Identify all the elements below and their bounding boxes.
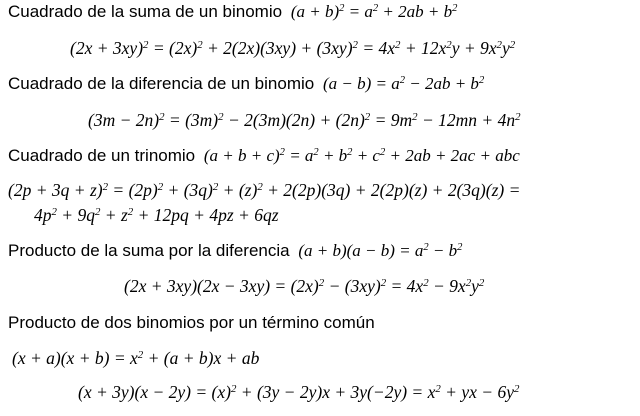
section-5-example: $(x + 3y)(x - 2y) = (x)^2 + (3y - 2y)x + 3y(-2y) = x^2$ + yx − $6y^2$ [78, 382, 520, 402]
section-3-title-text: Cuadrado de un trinomio [8, 146, 196, 165]
section-5-formula: $(x + a)(x + b) = x^2 + (a + b)x$ + ab [12, 348, 260, 368]
section-1-formula: $(a + b)^2 = a^2 + 2ab + b^2$ [290, 2, 458, 21]
section-2-example: $(3m - 2n)^2 = (3m)^2 - 2(3m)(2n) + (2n)^2 = 9m^2 - 12mn + 4n^2$ [88, 110, 521, 130]
section-2-title-text: Cuadrado de la diferencia de un binomio [8, 74, 315, 93]
section-2-formula: $(a - b) = a^2 - 2ab + b^2$ [322, 74, 485, 93]
section-5-title [8, 313, 375, 333]
section-3-example-line-2: $4p^2 + 9q^2 + z^2 + 12pq + 4pz + 6qz$ [34, 205, 279, 225]
section-3-example-line-1: $(2p + 3q + z)^2 = (2p)^2 + (3q)^2 + (z)^2 + 2(2p)(3q) + 2(2p)(z) + 2(3q)(z)$ = [8, 180, 521, 200]
section-1-title-text: Cuadrado de la suma de un binomio [8, 2, 283, 21]
section-4-formula: $(a + b)(a - b) = a^2 - b^2$ [298, 241, 463, 260]
section-5-title-text: Producto de dos binomios por un término común [8, 313, 375, 332]
section-1-example: $(2x + 3xy)^2 = (2x)^2 + 2(2x)(3xy) + (3xy)^2 = 4x^2 + 12x^2y + 9x^2y^2$ [70, 38, 516, 58]
section-3-formula: $(a + b + c)^2 = a^2 + b^2 + c^2 + 2ab + 2ac$ + abc [203, 146, 520, 165]
section-4-title [8, 241, 462, 261]
section-4-example: $(2x + 3xy)(2x - 3xy) = (2x)^2 - (3xy)^2 = 4x^2 - 9x^2y^2$ [124, 276, 485, 296]
section-1-title [8, 2, 457, 22]
section-2-title [8, 74, 484, 94]
section-4-title-text: Producto de la suma por la diferencia [8, 241, 290, 260]
section-3-title [8, 146, 520, 166]
